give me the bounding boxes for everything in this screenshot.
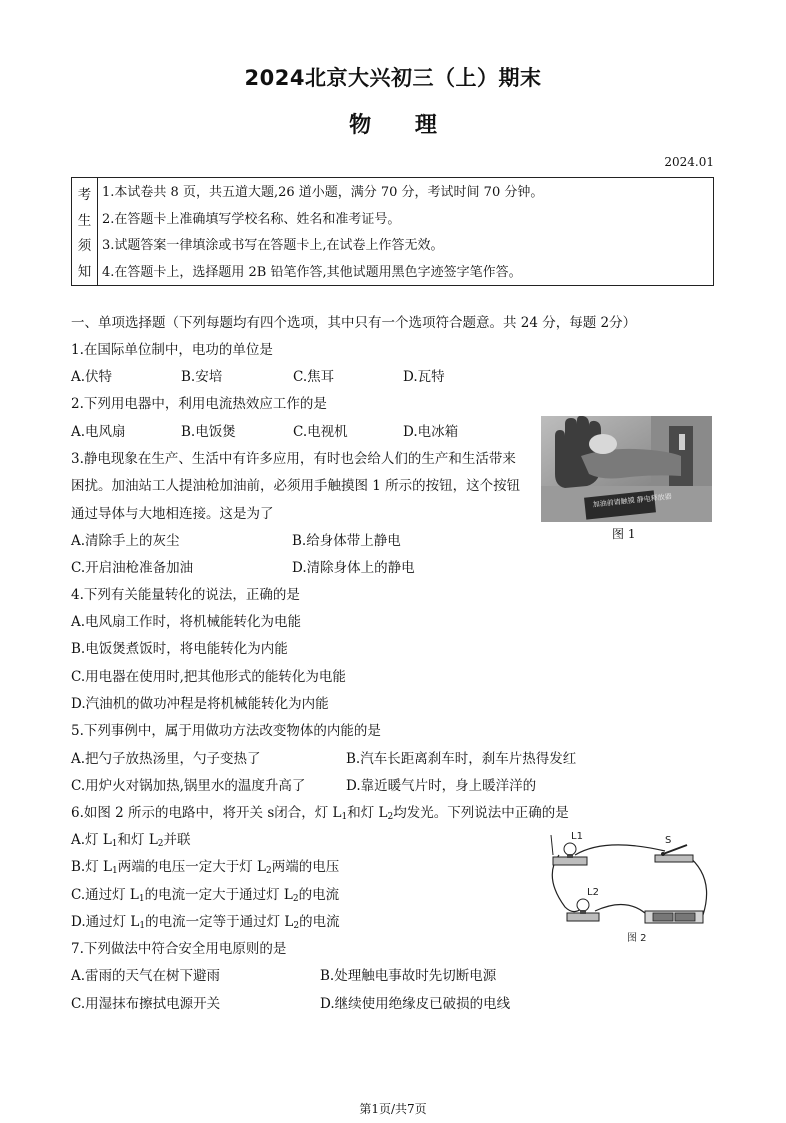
section-heading: 一、单项选择题（下列每题均有四个选项，其中只有一个选项符合题意。共 24 分，每题 2分） <box>71 315 637 331</box>
q1-option-c: C.焦耳 <box>293 369 335 385</box>
q2-option-b: B.电饭煲 <box>181 424 236 440</box>
q6-stem-post: 均发光。下列说法中正确的是 <box>393 805 569 821</box>
q6-stem <box>71 804 569 826</box>
figure-1-caption: 图 1 <box>612 527 636 541</box>
notice-item: 4.在答题卡上，选择题用 2B 铅笔作答,其他试题用黑色字迹签字笔作答。 <box>102 264 522 280</box>
notice-label-char: 须 <box>77 238 92 255</box>
q7-option-c: C.用湿抹布擦拭电源开关 <box>71 996 221 1012</box>
q1-stem: 1.在国际单位制中，电功的单位是 <box>71 342 273 358</box>
q5-option-c: C.用炉火对锅加热,锅里水的温度升高了 <box>71 778 306 794</box>
figure-2-label-l1: L1 <box>571 831 583 842</box>
page-title: 2024北京大兴初三（上）期末 <box>244 66 542 90</box>
q3-option-b: B.给身体带上静电 <box>292 533 401 549</box>
q6-sub-2: 2 <box>157 839 164 849</box>
q1-option-b: B.安培 <box>181 369 223 385</box>
q3-stem-line1: 3.静电现象在生产、生活中有许多应用，有时也会给人们的生产和生活带来 <box>71 451 516 467</box>
subject-title: 物 理 <box>349 113 437 138</box>
q6-sub-2: 2 <box>387 812 394 822</box>
figure-2-label-s: S <box>665 835 672 846</box>
figure-1-sign: 加油前请触摸 静电释放器 <box>592 492 673 509</box>
notice-label-char: 生 <box>77 212 92 229</box>
q1-option-d: D.瓦特 <box>403 369 445 385</box>
q6-option-d-pre: D.通过灯 L <box>71 914 140 930</box>
q6-option-a-pre: A.灯 L <box>71 832 112 848</box>
q6-sub-1: 1 <box>139 921 146 931</box>
q6-option-c-mid: 的电流一定大于通过灯 L <box>144 887 293 903</box>
q6-option-b-post: 两端的电压 <box>271 859 340 875</box>
q3-stem-line2: 困扰。加油站工人提油枪加油前，必须用手触摸图 1 所示的按钮，这个按钮 <box>71 478 521 494</box>
notice-item: 1.本试卷共 8 页，共五道大题,26 道小题，满分 70 分，考试时间 70 分钟。 <box>102 185 544 200</box>
q6-option-d <box>71 913 340 935</box>
q6-option-b <box>71 858 339 880</box>
q7-option-a: A.雷雨的天气在树下避雨 <box>71 968 221 984</box>
q6-option-d-mid: 的电流一定等于通过灯 L <box>145 914 294 930</box>
q6-option-b-pre: B.灯 L <box>71 859 112 875</box>
notice-label-char: 知 <box>77 264 92 281</box>
q6-sub-1: 1 <box>138 894 145 904</box>
q6-option-a <box>71 831 191 853</box>
q3-option-d: D.清除身体上的静电 <box>292 560 415 576</box>
q4-option-a: A.电风扇工作时，将机械能转化为电能 <box>71 614 302 630</box>
exam-notice-box <box>71 177 714 286</box>
q2-option-a: A.电风扇 <box>71 424 126 440</box>
q6-option-d-post: 的电流 <box>299 914 340 930</box>
exam-date: 2024.01 <box>664 155 714 169</box>
q6-sub-1: 1 <box>341 812 348 822</box>
q2-option-d: D.电冰箱 <box>403 424 459 440</box>
figure-1-photo <box>541 416 712 522</box>
q6-option-c-pre: C.通过灯 L <box>71 887 139 903</box>
notice-label <box>72 178 98 285</box>
q3-stem-line3: 通过导体与大地相连接。这是为了 <box>71 506 274 522</box>
figure-2-caption: 图 2 <box>627 933 647 944</box>
notice-item: 3.试题答案一律填涂或书写在答题卡上,在试卷上作答无效。 <box>102 238 444 253</box>
q4-stem: 4.下列有关能量转化的说法，正确的是 <box>71 587 300 603</box>
q5-option-b: B.汽车长距离刹车时，刹车片热得发红 <box>346 751 577 767</box>
q1-option-a: A.伏特 <box>71 369 113 385</box>
q6-sub-2: 2 <box>265 866 272 876</box>
q3-option-a: A.清除手上的灰尘 <box>71 533 180 549</box>
figure-2-label-l2: L2 <box>587 887 599 898</box>
q2-option-c: C.电视机 <box>293 424 348 440</box>
q6-option-c-post: 的电流 <box>298 887 340 903</box>
q6-sub-2: 2 <box>292 894 299 904</box>
q6-stem-pre: 6.如图 2 所示的电路中，将开关 s闭合，灯 L <box>71 805 342 821</box>
notice-items <box>102 180 709 286</box>
notice-item: 2.在答题卡上准确填写学校名称、姓名和准考证号。 <box>102 211 401 227</box>
page-footer: 第1页/共7页 <box>359 1102 427 1116</box>
q5-option-a: A.把勺子放热汤里，勺子变热了 <box>71 751 261 767</box>
q6-stem-mid: 和灯 L <box>347 805 388 821</box>
q7-option-b: B.处理触电事故时先切断电源 <box>320 968 497 984</box>
notice-label-char: 考 <box>77 186 92 203</box>
q7-stem: 7.下列做法中符合安全用电原则的是 <box>71 941 287 957</box>
q7-option-d: D.继续使用绝缘皮已破损的电线 <box>320 996 511 1012</box>
q6-option-a-post: 并联 <box>163 832 191 848</box>
q4-option-d: D.汽油机的做功冲程是将机械能转化为内能 <box>71 696 329 712</box>
q6-sub-2: 2 <box>293 921 300 931</box>
q6-option-c <box>71 886 339 908</box>
q2-stem: 2.下列用电器中，利用电流热效应工作的是 <box>71 396 327 412</box>
q5-stem: 5.下列事例中，属于用做功方法改变物体的内能的是 <box>71 723 381 739</box>
q6-option-a-mid: 和灯 L <box>117 832 158 848</box>
q6-sub-1: 1 <box>111 839 118 849</box>
q6-sub-1: 1 <box>111 866 118 876</box>
q4-option-c: C.用电器在使用时,把其他形式的能转化为电能 <box>71 669 346 685</box>
q3-option-c: C.开启油枪准备加油 <box>71 560 194 576</box>
figure-2-circuit <box>545 827 713 945</box>
q6-option-b-mid: 两端的电压一定大于灯 L <box>117 859 266 875</box>
q5-option-d: D.靠近暖气片时，身上暖洋洋的 <box>346 778 537 794</box>
q4-option-b: B.电饭煲煮饭时，将电能转化为内能 <box>71 641 288 657</box>
